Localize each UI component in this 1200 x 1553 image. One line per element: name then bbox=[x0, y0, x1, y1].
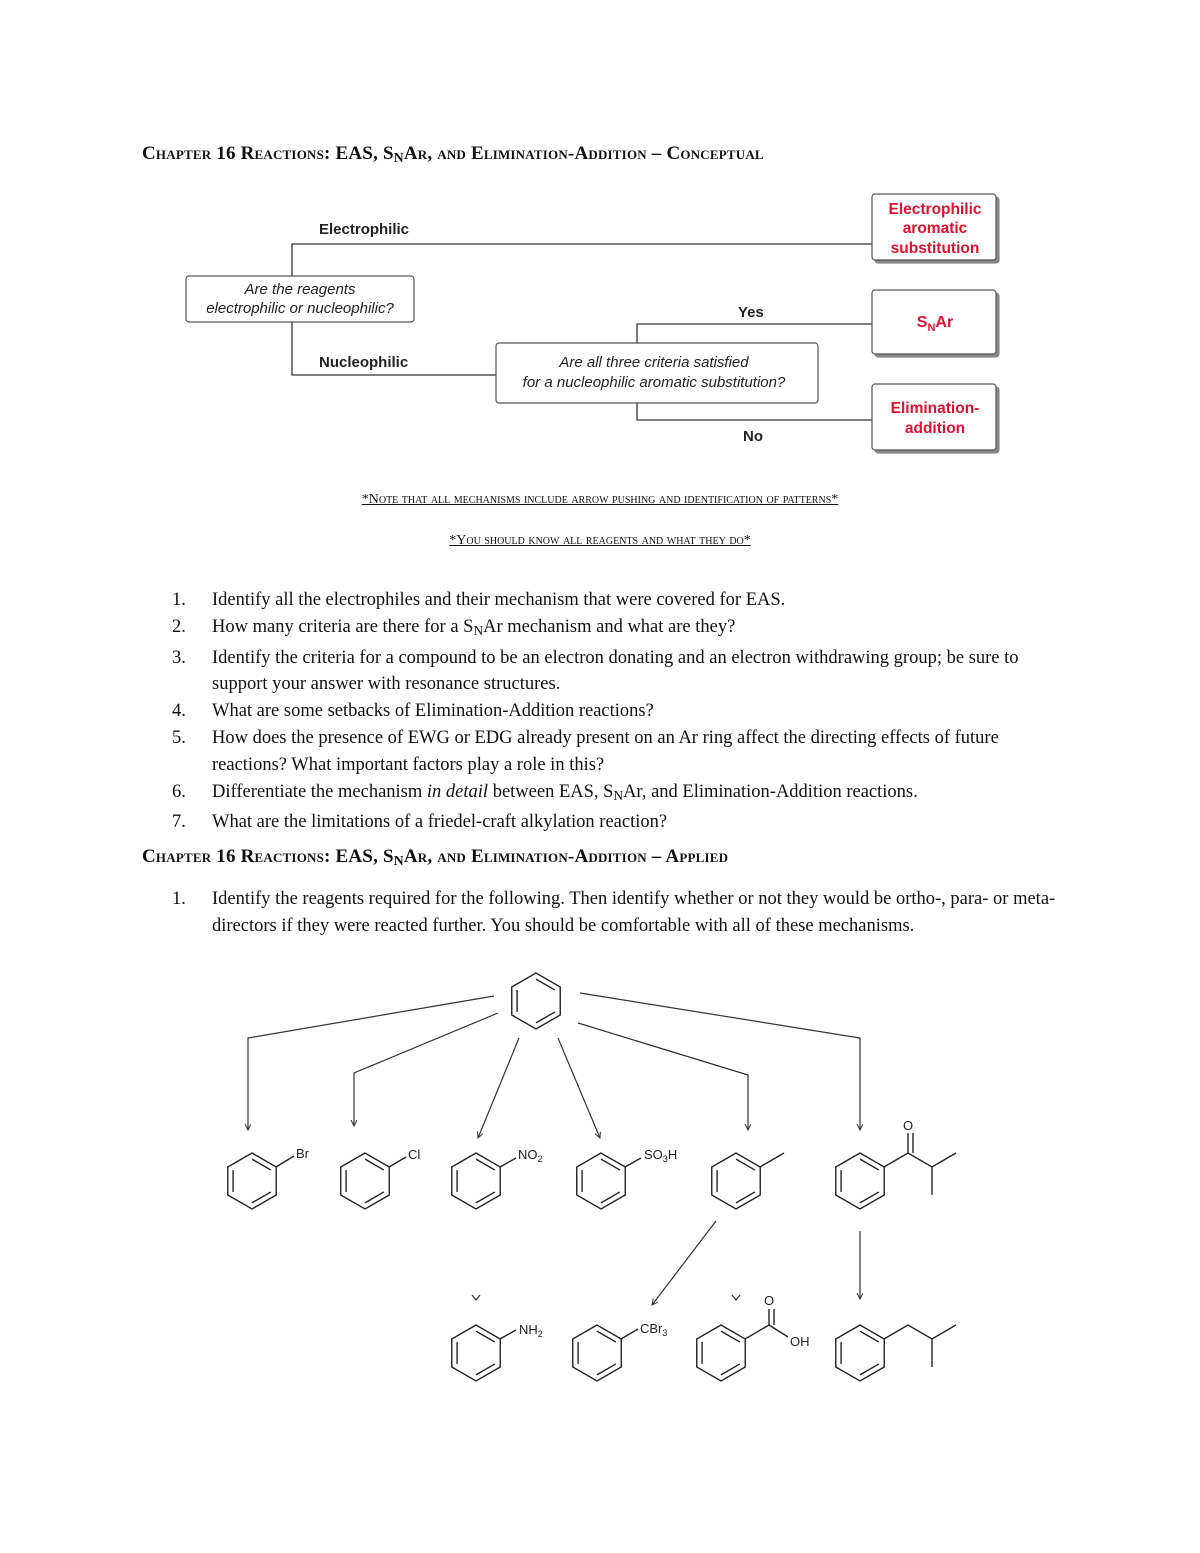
ketone-ring-double-bond bbox=[860, 1192, 879, 1203]
question-criteria-line2: for a nucleophilic aromatic substitution? bbox=[522, 374, 786, 391]
nh2-sub: 2 bbox=[537, 1329, 543, 1339]
chlorobenzene-ring bbox=[341, 1153, 389, 1209]
question-text: N bbox=[613, 787, 624, 803]
so3h-b: H bbox=[667, 1147, 678, 1162]
bond-c-br bbox=[276, 1156, 294, 1167]
applied-heading: Chapter 16 Reactions: EAS, $S_NAr$, and Elimination-Addition – Applied bbox=[142, 846, 729, 868]
question-item bbox=[172, 886, 1072, 940]
result-elim-line1: Elimination- bbox=[890, 400, 980, 417]
label-cl: Cl bbox=[408, 1147, 421, 1162]
question-item bbox=[172, 779, 1072, 810]
tribromomethyl-ring bbox=[573, 1325, 621, 1381]
bromobenzene-ring-double-bond bbox=[252, 1159, 271, 1170]
label-br: Br bbox=[296, 1146, 309, 1161]
ketone-ring bbox=[836, 1153, 884, 1209]
tribromomethyl-ring-double-bond bbox=[597, 1331, 616, 1342]
heading2-subscript: N bbox=[393, 853, 404, 868]
question-text: Ar, and Elimination-Addition reactions. bbox=[623, 781, 918, 802]
question-text: How does the presence of EWG or EDG already present on an Ar ring affect the directing effects of future reactions? What important factors play a role in this? bbox=[212, 727, 999, 775]
bond-c-n bbox=[500, 1158, 516, 1167]
nh2-main: NH bbox=[519, 1322, 538, 1337]
result-elim-line2: addition bbox=[904, 420, 966, 437]
label-oh: OH bbox=[790, 1334, 810, 1349]
nitrobenzene-ring-double-bond bbox=[476, 1159, 495, 1170]
aniline-ring bbox=[452, 1325, 500, 1381]
question-number: 2. bbox=[172, 616, 186, 637]
question-number: 3. bbox=[172, 647, 186, 668]
benzenesulfonic-acid-ring-double-bond bbox=[601, 1192, 620, 1203]
heading-chapter: Chapter 16 Reactions bbox=[142, 143, 325, 164]
chlorobenzene-ring-double-bond bbox=[365, 1192, 384, 1203]
result-snar-ar: Ar bbox=[935, 314, 954, 331]
arrow-to-ketone bbox=[580, 993, 860, 1130]
arrow-to-nitrobenzene bbox=[478, 1038, 519, 1138]
applied-question-list bbox=[172, 886, 1072, 940]
result-eas-line1: Electrophilic bbox=[888, 201, 982, 218]
result-snar-sub: N bbox=[927, 322, 936, 334]
question-item bbox=[172, 587, 1072, 614]
question-reagents-line1: Are the reagents bbox=[244, 281, 356, 298]
question-number: 1. bbox=[172, 590, 186, 610]
question-item bbox=[172, 614, 1072, 645]
arrow-to-sulfonic-acid bbox=[558, 1038, 600, 1138]
heading-kind: Conceptual bbox=[666, 143, 764, 164]
question-item bbox=[172, 809, 1072, 836]
benzoic-acid-ring-double-bond bbox=[721, 1331, 740, 1342]
heading2-kind: Applied bbox=[665, 846, 729, 867]
toluene-ring-double-bond bbox=[736, 1159, 755, 1170]
question-number: 1. bbox=[172, 889, 186, 909]
question-text: Ar mechanism and what are they? bbox=[483, 616, 736, 637]
reaction-scheme bbox=[0, 953, 1200, 1553]
label-o-ketone: O bbox=[903, 1118, 914, 1133]
question-text: Identify all the electrophiles and their mechanism that were covered for EAS. bbox=[212, 590, 786, 610]
conceptual-heading: Chapter 16 Reactions: EAS, $S_NAr$, and Elimination-Addition – Conceptual bbox=[142, 143, 764, 165]
note-mechanisms: *Note that all mechanisms include arrow pushing and identification of patterns* bbox=[361, 492, 839, 507]
chlorobenzene-ring-double-bond bbox=[365, 1159, 384, 1170]
question-item bbox=[172, 725, 1072, 779]
tribromomethyl-ring-double-bond bbox=[597, 1364, 616, 1375]
isobutylbenzene-ring-double-bond bbox=[860, 1331, 879, 1342]
benzene-start-double-bond bbox=[536, 1012, 555, 1023]
label-nucleophilic: Nucleophilic bbox=[319, 354, 409, 371]
heading2-reactions: EAS, S bbox=[335, 846, 394, 867]
question-text: What are the limitations of a friedel-craft alkylation reaction? bbox=[212, 812, 668, 833]
question-item bbox=[172, 645, 1072, 699]
reaction-flowchart bbox=[0, 0, 1200, 470]
aniline-ring-double-bond bbox=[476, 1331, 495, 1342]
no2-sub: 2 bbox=[537, 1154, 543, 1164]
label-o-acid: O bbox=[764, 1293, 775, 1308]
question-number: 7. bbox=[172, 812, 186, 833]
benzoic-acid-ring bbox=[697, 1325, 745, 1381]
cbr3-main: CBr bbox=[640, 1321, 663, 1336]
bond-isobutyl bbox=[884, 1325, 956, 1367]
nitrobenzene-ring-double-bond bbox=[476, 1192, 495, 1203]
so3h-a: SO bbox=[644, 1147, 663, 1162]
bond-c-cbr3 bbox=[621, 1329, 638, 1339]
heading2-chapter: Chapter 16 Reactions bbox=[142, 846, 325, 867]
label-no2 bbox=[518, 1147, 543, 1164]
question-text: in detail bbox=[426, 781, 489, 802]
cbr3-sub: 3 bbox=[662, 1328, 668, 1338]
benzene-start-double-bond bbox=[536, 979, 555, 990]
heading2-dash: – bbox=[651, 846, 662, 867]
result-box-elimination bbox=[872, 384, 996, 450]
question-item bbox=[172, 698, 1072, 725]
arrow-to-bromobenzene bbox=[248, 996, 494, 1130]
toluene-ring-double-bond bbox=[736, 1192, 755, 1203]
label-electrophilic: Electrophilic bbox=[319, 221, 410, 238]
arrow-toluene-to-cbr3 bbox=[652, 1221, 716, 1305]
ketone-ring-double-bond bbox=[860, 1159, 879, 1170]
result-eas-line3: substitution bbox=[890, 240, 980, 257]
question-text: between EAS, S bbox=[488, 781, 614, 802]
label-cbr3 bbox=[640, 1321, 667, 1338]
aniline-ring-double-bond bbox=[476, 1364, 495, 1375]
toluene-ring bbox=[712, 1153, 760, 1209]
bond-methyl bbox=[760, 1153, 784, 1167]
benzenesulfonic-acid-ring bbox=[577, 1153, 625, 1209]
heading-subscript: N bbox=[393, 150, 404, 165]
label-nh2 bbox=[519, 1322, 543, 1339]
benzenesulfonic-acid-ring-double-bond bbox=[601, 1159, 620, 1170]
question-text: How many criteria are there for a S bbox=[212, 616, 474, 637]
bond-c-s bbox=[625, 1158, 641, 1167]
nitrobenzene-ring bbox=[452, 1153, 500, 1209]
bond-carboxyl bbox=[745, 1309, 788, 1339]
question-number: 4. bbox=[172, 701, 186, 722]
label-yes: Yes bbox=[738, 304, 764, 321]
question-text: Differentiate the mechanism bbox=[212, 781, 427, 802]
result-eas-line2: aromatic bbox=[902, 220, 968, 237]
question-box-criteria bbox=[496, 343, 818, 403]
question-criteria-line1: Are all three criteria satisfied bbox=[559, 354, 749, 371]
isobutylbenzene-ring bbox=[836, 1325, 884, 1381]
question-text: N bbox=[473, 622, 484, 638]
question-number: 6. bbox=[172, 781, 186, 802]
bromobenzene-ring-double-bond bbox=[252, 1192, 271, 1203]
benzene-start bbox=[512, 973, 560, 1029]
question-text: Identify the reagents required for the following. Then identify whether or not they would be ortho-, para- or meta- directors if they were reacted further. You should be comfortable with all of these mechanisms. bbox=[212, 889, 1056, 936]
arrowhead-to-benzoic-acid bbox=[732, 1295, 740, 1300]
arrowhead-to-aniline bbox=[472, 1295, 480, 1300]
heading2-reactions-tail: Ar, and Elimination-Addition bbox=[403, 846, 647, 867]
heading-dash: – bbox=[651, 143, 662, 164]
note-reagents: *You should know all reagents and what they do* bbox=[449, 533, 751, 548]
heading-reactions: EAS, S bbox=[335, 143, 394, 164]
benzoic-acid-ring-double-bond bbox=[721, 1364, 740, 1375]
label-no: No bbox=[743, 428, 763, 445]
question-text: What are some setbacks of Elimination-Addition reactions? bbox=[212, 701, 654, 722]
result-snar-s: S bbox=[916, 314, 928, 331]
arrow-to-toluene bbox=[578, 1023, 748, 1130]
heading-reactions-tail: Ar, and Elimination-Addition bbox=[403, 143, 647, 164]
label-so3h bbox=[644, 1147, 677, 1164]
bond-isobutyryl bbox=[884, 1133, 956, 1195]
bromobenzene-ring bbox=[228, 1153, 276, 1209]
question-reagents-line2: electrophilic or nucleophilic? bbox=[206, 300, 394, 317]
arrow-to-chlorobenzene bbox=[354, 1013, 498, 1126]
bond-c-nh2 bbox=[500, 1330, 516, 1339]
bond-c-cl bbox=[389, 1157, 406, 1167]
question-text: Identify the criteria for a compound to be an electron donating and an electron withdrawing group; be sure to support your answer with resonance structures. bbox=[212, 647, 1019, 695]
isobutylbenzene-ring-double-bond bbox=[860, 1364, 879, 1375]
no2-main: NO bbox=[518, 1147, 538, 1162]
question-number: 5. bbox=[172, 727, 186, 748]
conceptual-question-list bbox=[172, 587, 1072, 836]
so3h-sub: 3 bbox=[662, 1154, 668, 1164]
